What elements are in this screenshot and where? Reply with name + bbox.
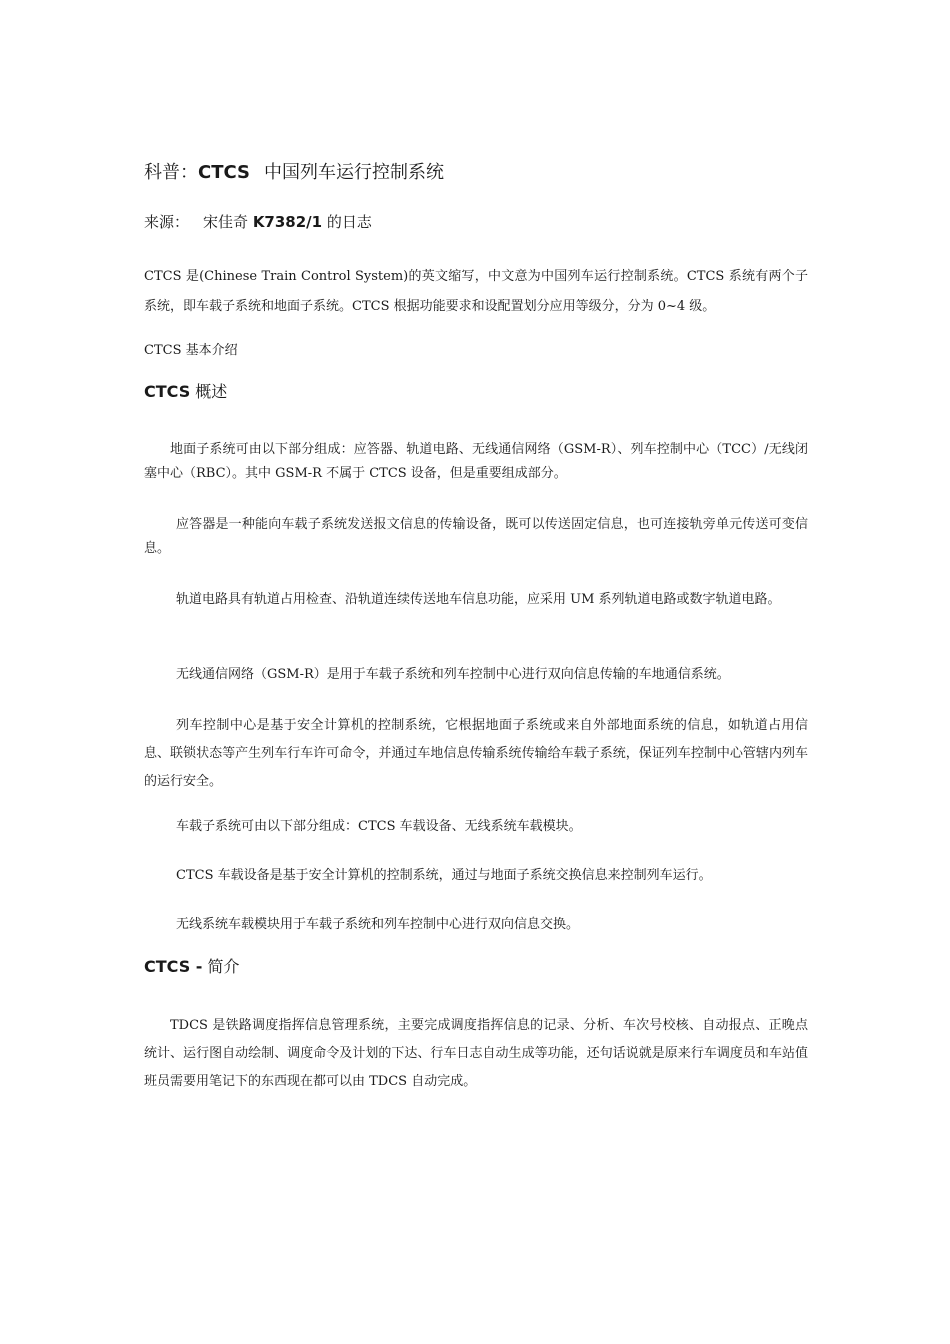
section-heading-introduction bbox=[144, 955, 240, 979]
paragraph-train-control-center: 列车控制中心是基于安全计算机的控制系统，它根据地面子系统或来自外部地面系统的信息，如轨道占用信息、联锁状态等产生列车行车许可命令，并通过车地信息传输系统传输给车载子系统，保证列车控制中心管辖内列车的运行安全。 bbox=[144, 718, 808, 789]
paragraph-track-circuit: 轨道电路具有轨道占用检查、沿轨道连续传送地车信息功能，应采用 UM 系列轨道电路或数字轨道电路。 bbox=[176, 592, 781, 607]
title-acronym: CTCS bbox=[198, 162, 250, 183]
paragraph-onboard-subsystem: 车载子系统可由以下部分组成：CTCS 车载设备、无线系统车载模块。 bbox=[176, 819, 582, 834]
source-suffix: 的日志 bbox=[326, 213, 372, 231]
paragraph-ground-subsystem: 地面子系统可由以下部分组成：应答器、轨道电路、无线通信网络（GSM-R）、列车控制中心（TCC）/无线闭塞中心（RBC）。其中 GSM-R 不属于 CTCS 设备，但是重要组成部分。 bbox=[144, 442, 808, 481]
section-heading-text: 概述 bbox=[190, 382, 228, 401]
article-source bbox=[144, 210, 372, 234]
source-label: 来源： bbox=[144, 213, 190, 231]
paragraph-gsm-r: 无线通信网络（GSM-R）是用于车载子系统和列车控制中心进行双向信息传输的车地通信系统。 bbox=[176, 667, 730, 682]
basic-intro-label: CTCS 基本介绍 bbox=[144, 343, 238, 358]
section-heading-text: 简介 bbox=[202, 957, 240, 976]
source-author: 宋佳奇 bbox=[203, 213, 249, 231]
title-rest: 中国列车运行控制系统 bbox=[264, 162, 444, 183]
article-title bbox=[144, 160, 444, 186]
paragraph-tdcs: TDCS 是铁路调度指挥信息管理系统，主要完成调度指挥信息的记录、分析、车次号校核、自动报点、正晚点统计、运行图自动绘制、调度命令及计划的下达、行车日志自动生成等功能，还句话说就是原来行车调度员和车站值班员需要用笔记下的东西现在都可以由 TDCS 自动完成。 bbox=[144, 1018, 808, 1089]
paragraph-balise: 应答器是一种能向车载子系统发送报文信息的传输设备，既可以传送固定信息，也可连接轨旁单元传送可变信息。 bbox=[144, 517, 808, 556]
section-heading-acronym: CTCS bbox=[144, 382, 191, 401]
paragraph-radio-module: 无线系统车载模块用于车载子系统和列车控制中心进行双向信息交换。 bbox=[176, 917, 580, 932]
title-prefix: 科普： bbox=[144, 162, 198, 183]
section-heading-acronym: CTCS - bbox=[144, 957, 203, 976]
paragraph-onboard-equipment: CTCS 车载设备是基于安全计算机的控制系统，通过与地面子系统交换信息来控制列车运行。 bbox=[176, 868, 712, 883]
section-heading-overview bbox=[144, 380, 227, 404]
intro-paragraph: CTCS 是(Chinese Train Control System)的英文缩写，中文意为中国列车运行控制系统。CTCS 系统有两个子系统，即车载子系统和地面子系统。CTCS 根据功能要求和设配置划分应用等级分，分为 0~4 级。 bbox=[144, 269, 808, 314]
source-code: K7382/1 bbox=[252, 213, 323, 231]
